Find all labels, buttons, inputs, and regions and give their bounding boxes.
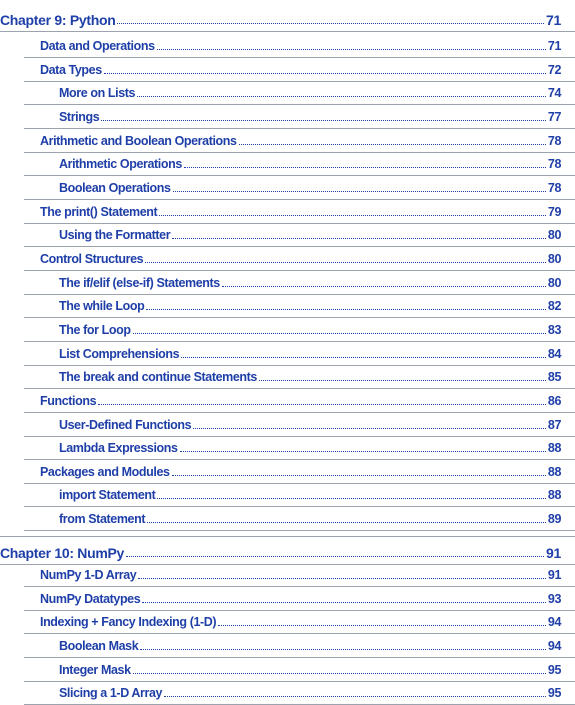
toc-subsection-entry[interactable] <box>59 482 561 502</box>
toc-entry-label: List Comprehensions <box>59 347 180 361</box>
toc-subsection-entry[interactable] <box>59 104 561 124</box>
toc-section-entry[interactable] <box>40 128 561 148</box>
toc-entry-label: Data and Operations <box>40 39 155 53</box>
toc-page-number: 80 <box>547 228 561 242</box>
toc-page-number: 91 <box>547 568 561 582</box>
dot-leader <box>104 62 546 74</box>
toc-entry-label: NumPy Datatypes <box>40 592 141 606</box>
toc-chapter-entry[interactable] <box>0 540 561 560</box>
dot-leader <box>133 322 546 334</box>
toc-subsection-entry[interactable] <box>59 222 561 242</box>
toc-page-number: 89 <box>547 512 561 526</box>
entry-divider <box>24 530 575 531</box>
toc-entry-label: The break and continue Statements <box>59 370 257 384</box>
toc-entry-label: Boolean Mask <box>59 639 139 653</box>
toc-section-entry[interactable] <box>40 246 561 266</box>
toc-entry-label: NumPy 1-D Array <box>40 568 137 582</box>
dot-leader <box>101 109 546 121</box>
dot-leader <box>157 487 546 499</box>
toc-subsection-entry[interactable] <box>59 633 561 653</box>
dot-leader <box>138 567 546 579</box>
toc-section-entry[interactable] <box>40 199 561 219</box>
dot-leader <box>218 614 546 626</box>
toc-page-number: 74 <box>547 86 561 100</box>
toc-subsection-entry[interactable] <box>59 364 561 384</box>
entry-divider <box>0 31 575 32</box>
toc-subsection-entry[interactable] <box>59 341 561 361</box>
dot-leader <box>180 440 546 452</box>
toc-page-number: 72 <box>547 63 561 77</box>
dot-leader <box>164 685 546 697</box>
toc-page-number: 95 <box>547 663 561 677</box>
toc-entry-label: Data Types <box>40 63 102 77</box>
toc-page-number: 77 <box>547 110 561 124</box>
toc-page-number: 80 <box>547 276 561 290</box>
toc-subsection-entry[interactable] <box>59 151 561 171</box>
dot-leader <box>184 156 546 168</box>
toc-page-number: 93 <box>547 592 561 606</box>
toc-page-number: 88 <box>547 441 561 455</box>
toc-subsection-entry[interactable] <box>59 657 561 677</box>
toc-entry-label: Strings <box>59 110 100 124</box>
toc-page-number: 78 <box>547 181 561 195</box>
toc-page-number: 80 <box>547 252 561 266</box>
toc-entry-label: Integer Mask <box>59 663 131 677</box>
toc-subsection-entry[interactable] <box>59 270 561 290</box>
toc-page-number: 88 <box>547 488 561 502</box>
dot-leader <box>181 346 546 358</box>
dot-leader <box>126 545 544 557</box>
dot-leader <box>259 369 546 381</box>
dot-leader <box>98 393 546 405</box>
toc-entry-label: Arithmetic and Boolean Operations <box>40 134 237 148</box>
toc-page-number: 79 <box>547 205 561 219</box>
toc-section-entry[interactable] <box>40 33 561 53</box>
toc-entry-label: Arithmetic Operations <box>59 157 182 171</box>
toc-subsection-entry[interactable] <box>59 680 561 700</box>
toc-page-number: 83 <box>547 323 561 337</box>
toc-page-number: 87 <box>547 418 561 432</box>
toc-page-number: 84 <box>547 347 561 361</box>
toc-subsection-entry[interactable] <box>59 293 561 313</box>
toc-page-number: 88 <box>547 465 561 479</box>
dot-leader <box>222 275 546 287</box>
toc-chapter-entry[interactable] <box>0 7 561 27</box>
toc-entry-label: The if/elif (else-if) Statements <box>59 276 220 290</box>
toc-section-entry[interactable] <box>40 609 561 629</box>
toc-subsection-entry[interactable] <box>59 435 561 455</box>
dot-leader <box>147 511 546 523</box>
toc-entry-label: Chapter 10: NumPy <box>0 545 125 561</box>
toc-entry-label: Slicing a 1-D Array <box>59 686 163 700</box>
toc-entry-label: Functions <box>40 394 97 408</box>
toc-page-number: 78 <box>547 134 561 148</box>
dot-leader <box>157 38 546 50</box>
dot-leader <box>172 227 546 239</box>
toc-page-number: 71 <box>547 39 561 53</box>
toc-page-number: 82 <box>547 299 561 313</box>
dot-leader <box>140 638 546 650</box>
dot-leader <box>159 204 546 216</box>
toc-entry-label: User-Defined Functions <box>59 418 192 432</box>
toc-page-number: 78 <box>547 157 561 171</box>
toc-page-number: 71 <box>546 12 561 28</box>
toc-page-number: 95 <box>547 686 561 700</box>
toc-subsection-entry[interactable] <box>59 317 561 337</box>
dot-leader <box>173 180 546 192</box>
toc-entry-label: More on Lists <box>59 86 136 100</box>
dot-leader <box>172 464 546 476</box>
toc-entry-label: Indexing + Fancy Indexing (1-D) <box>40 615 217 629</box>
dot-leader <box>142 591 546 603</box>
chapter-divider <box>0 536 575 537</box>
toc-subsection-entry[interactable] <box>59 80 561 100</box>
toc-entry-label: The print() Statement <box>40 205 158 219</box>
dot-leader <box>146 298 546 310</box>
toc-subsection-entry[interactable] <box>59 506 561 526</box>
toc-section-entry[interactable] <box>40 57 561 77</box>
toc-entry-label: The while Loop <box>59 299 145 313</box>
dot-leader <box>193 417 546 429</box>
toc-entry-label: from Statement <box>59 512 146 526</box>
toc-entry-label: Chapter 9: Python <box>0 12 116 28</box>
dot-leader <box>133 662 546 674</box>
toc-section-entry[interactable] <box>40 388 561 408</box>
toc-subsection-entry[interactable] <box>59 175 561 195</box>
toc-entry-label: The for Loop <box>59 323 131 337</box>
toc-entry-label: Packages and Modules <box>40 465 170 479</box>
toc-entry-label: Using the Formatter <box>59 228 171 242</box>
dot-leader <box>117 12 544 24</box>
toc-page-number: 91 <box>546 545 561 561</box>
toc-entry-label: Boolean Operations <box>59 181 171 195</box>
toc-page-number: 85 <box>547 370 561 384</box>
dot-leader <box>145 251 546 263</box>
toc-section-entry[interactable] <box>40 562 561 582</box>
toc-section-entry[interactable] <box>40 459 561 479</box>
toc-page-number: 94 <box>547 639 561 653</box>
toc-entry-label: import Statement <box>59 488 156 502</box>
toc-entry-label: Control Structures <box>40 252 144 266</box>
toc-subsection-entry[interactable] <box>59 412 561 432</box>
toc-section-entry[interactable] <box>40 586 561 606</box>
dot-leader <box>239 133 546 145</box>
toc-page-number: 94 <box>547 615 561 629</box>
dot-leader <box>137 85 546 97</box>
toc-page-number: 86 <box>547 394 561 408</box>
toc-entry-label: Lambda Expressions <box>59 441 178 455</box>
